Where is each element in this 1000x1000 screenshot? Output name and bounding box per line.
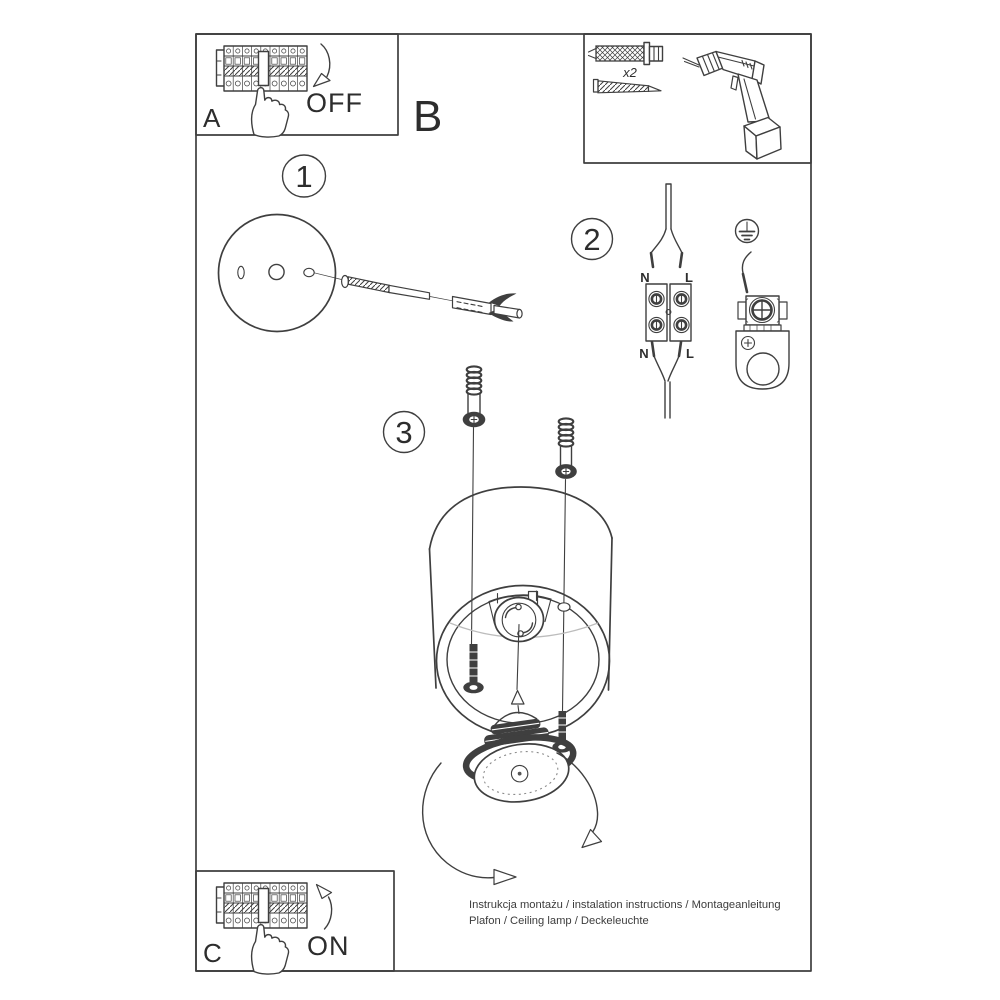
lamp-screw-left-icon bbox=[463, 366, 486, 644]
wire-label-bottom-l: L bbox=[686, 346, 694, 361]
screw-and-anchor-icon bbox=[314, 273, 522, 322]
wire-label-bottom-n: N bbox=[639, 346, 649, 361]
ground-clamp-icon bbox=[736, 296, 789, 389]
earth-symbol-icon bbox=[736, 220, 759, 243]
main-frame bbox=[196, 34, 811, 971]
panel-a-label: A bbox=[203, 103, 221, 133]
pointing-hand-icon bbox=[252, 88, 289, 137]
mounting-screw-icon bbox=[594, 80, 662, 93]
circuit-breaker-icon bbox=[217, 46, 308, 91]
footer-line-1: Instrukcja montażu / instalation instructions / Montageanleitung bbox=[469, 899, 781, 911]
wire-label-top-l: L bbox=[685, 270, 693, 285]
step-2-number: 2 bbox=[583, 222, 601, 257]
anchor-quantity-label: x2 bbox=[623, 65, 637, 80]
ground-wire-icon bbox=[742, 252, 751, 292]
panel-c-label: C bbox=[203, 938, 222, 968]
wire-label-top-n: N bbox=[640, 270, 650, 285]
wall-plug-icon bbox=[589, 43, 663, 65]
footer-line-2: Plafon / Ceiling lamp / Deckeleuchte bbox=[469, 915, 649, 927]
off-arrow-icon bbox=[314, 44, 331, 87]
lamp-screw-right-icon bbox=[555, 418, 577, 711]
step-3-number: 3 bbox=[395, 415, 413, 450]
circuit-breaker-icon bbox=[217, 883, 308, 928]
panel-a-action: OFF bbox=[306, 88, 363, 118]
pointing-hand-icon bbox=[252, 925, 289, 974]
step-1-number: 1 bbox=[295, 159, 313, 194]
on-arrow-icon bbox=[317, 885, 332, 930]
mounting-plate-icon bbox=[219, 215, 336, 332]
inner-screw-left-icon bbox=[463, 644, 483, 693]
terminal-block-icon bbox=[646, 284, 691, 341]
panel-b-label: B bbox=[413, 92, 443, 141]
panel-c-action: ON bbox=[307, 931, 350, 961]
drill-icon bbox=[683, 52, 781, 160]
